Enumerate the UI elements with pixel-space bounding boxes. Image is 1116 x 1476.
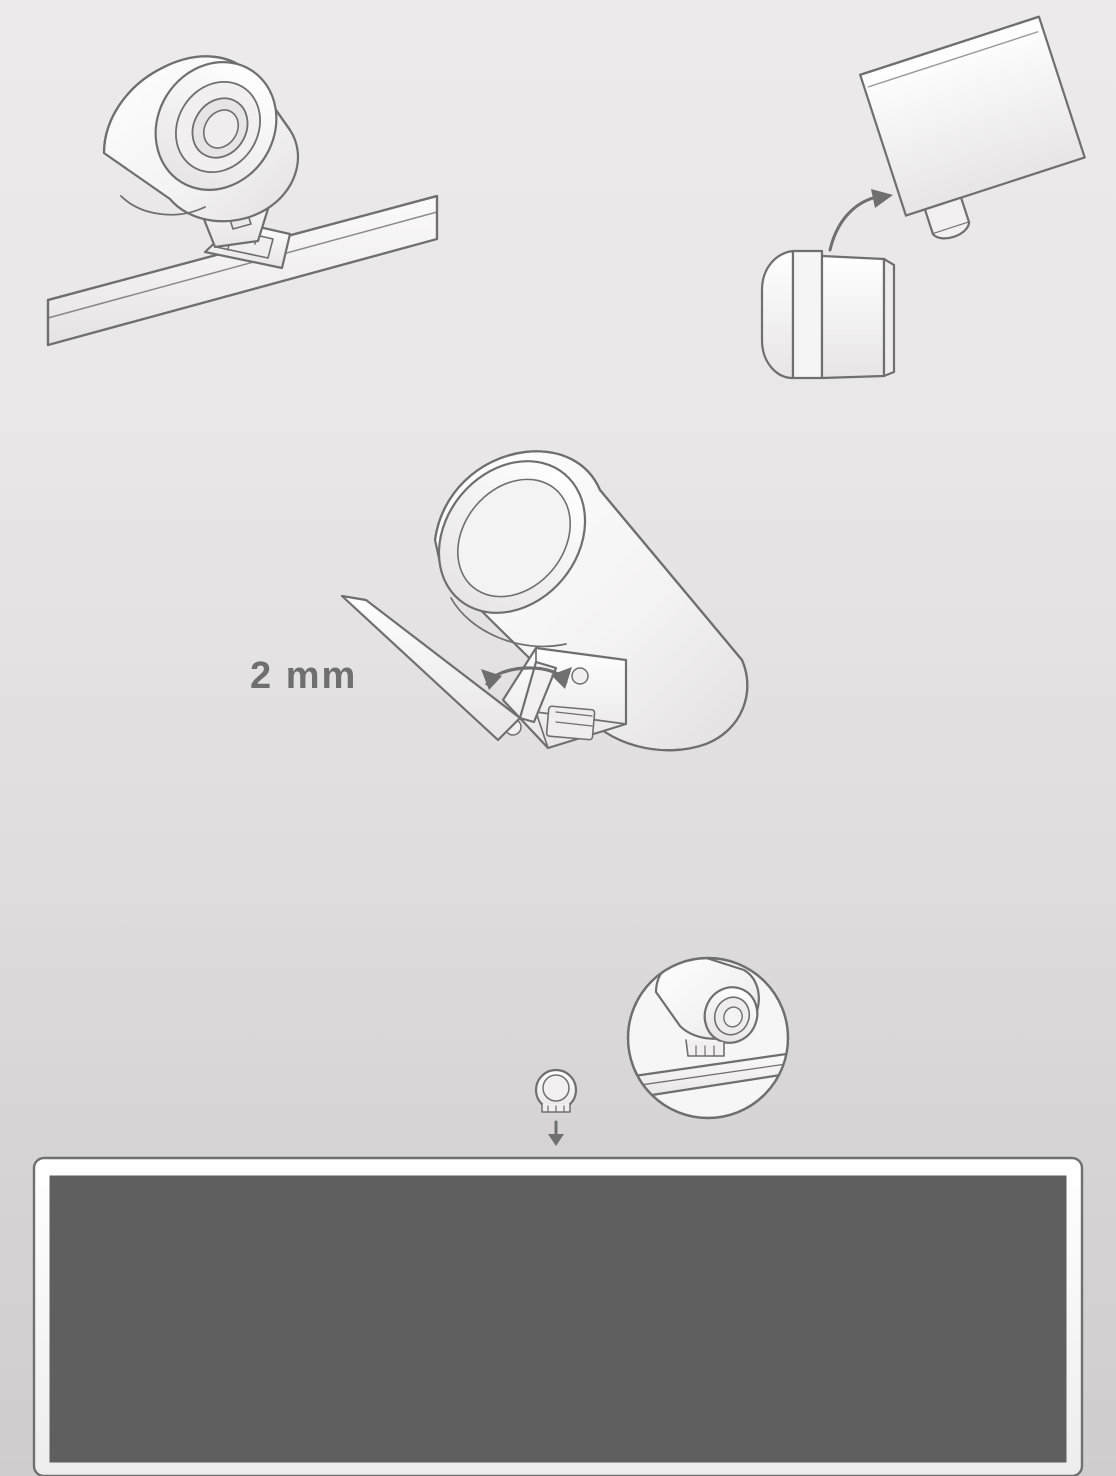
figure-camera-placement xyxy=(536,1070,576,1146)
small-camera-icon xyxy=(536,1070,576,1112)
display-monitor xyxy=(34,1158,1082,1476)
figure-clip-attachment xyxy=(762,17,1096,378)
figure-hex-adjustment xyxy=(342,432,747,751)
camera-body-cylinder xyxy=(104,39,300,221)
down-arrow-icon xyxy=(548,1122,564,1146)
hex-key-size-label: 2 mm xyxy=(250,655,358,697)
figure-detail-callout xyxy=(620,954,800,1118)
curved-up-arrow-icon xyxy=(830,189,893,250)
